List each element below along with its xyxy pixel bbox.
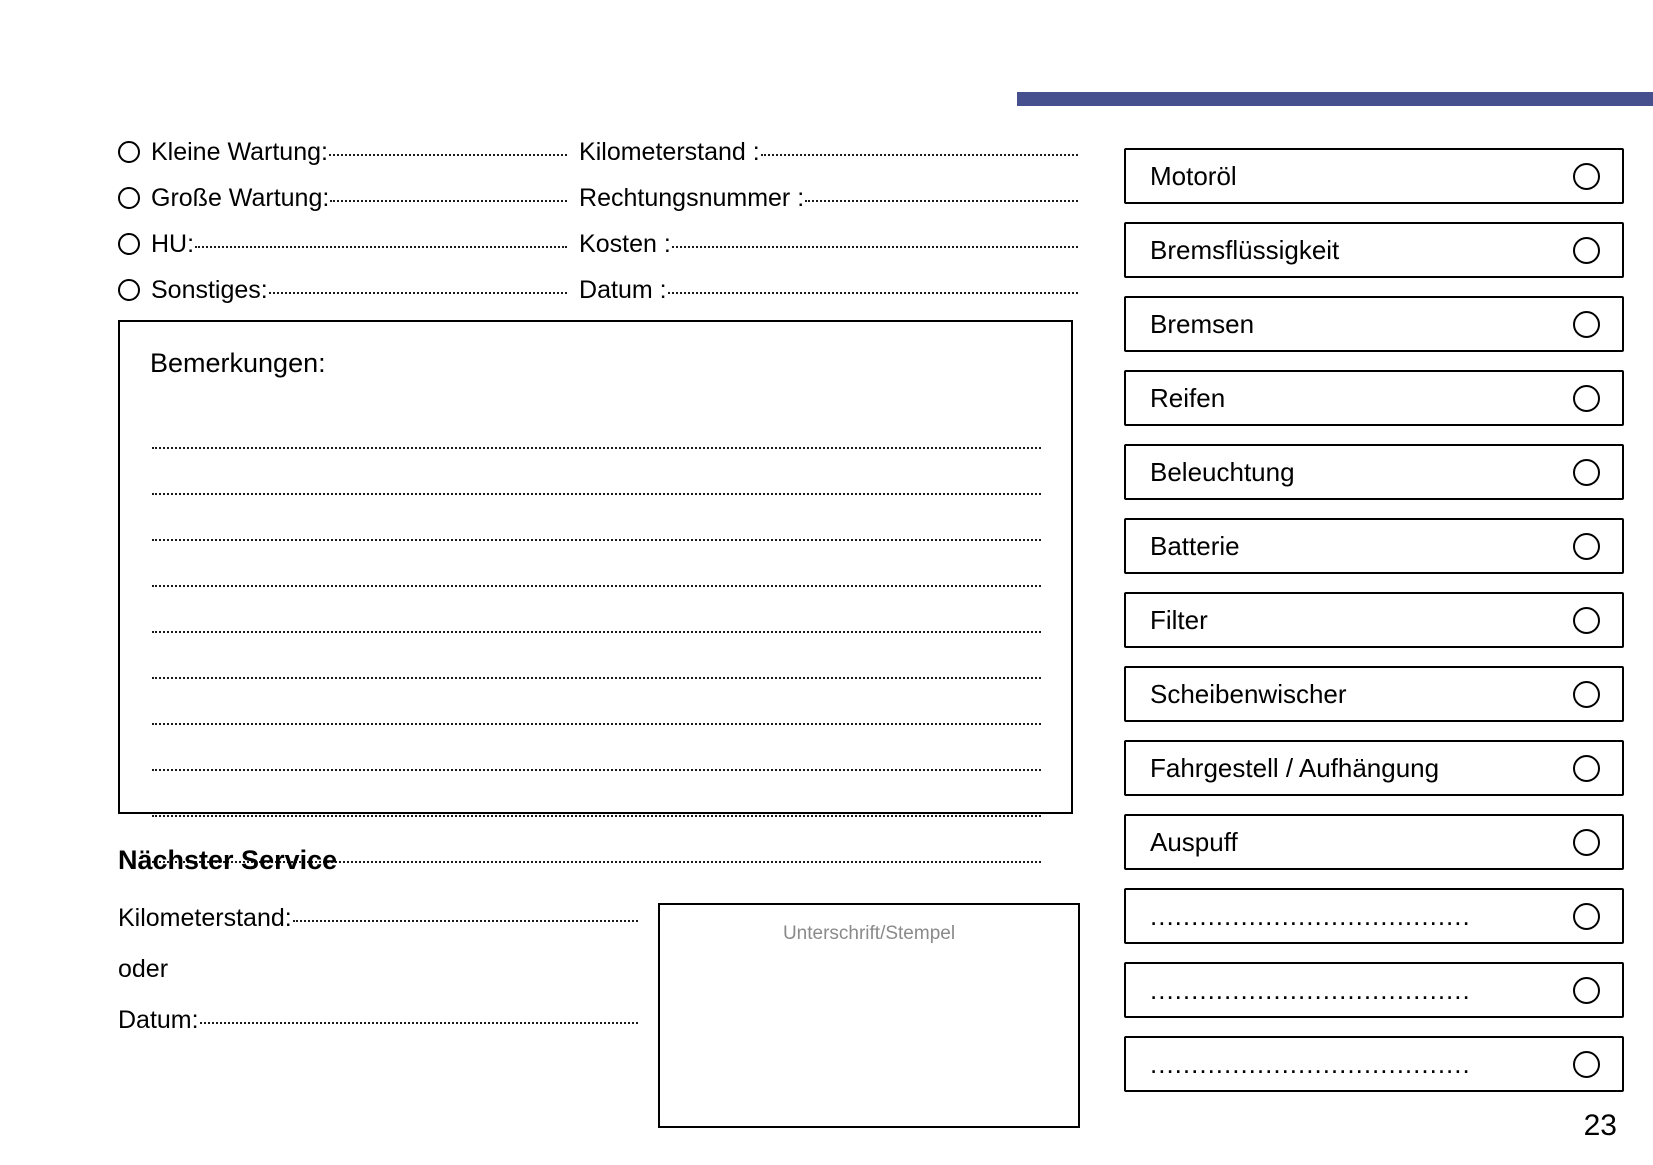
radio-circle-icon[interactable] [1573, 533, 1600, 560]
service-row [118, 138, 1078, 184]
checklist-item-scheibenwischer[interactable] [1124, 666, 1624, 722]
service-row [118, 230, 1078, 276]
radio-circle-icon[interactable] [118, 233, 140, 255]
checklist-item-label: ....................................... [1150, 900, 1471, 931]
checklist-item-blank-1[interactable] [1124, 888, 1624, 944]
remarks-box[interactable] [118, 320, 1073, 814]
remarks-title: Bemerkungen: [150, 348, 326, 378]
checklist-item-batterie[interactable] [1124, 518, 1624, 574]
checklist-item-label: Batterie [1150, 530, 1240, 561]
service-detail-datum[interactable] [579, 276, 1078, 305]
next-service-mileage-row[interactable] [118, 904, 638, 933]
remarks-line[interactable] [152, 633, 1041, 679]
checklist-item-label: Bremsen [1150, 308, 1255, 339]
checklist-item-label: Beleuchtung [1150, 456, 1295, 487]
service-detail-label: Datum : [579, 276, 667, 304]
checklist-item-label: ....................................... [1150, 1048, 1471, 1079]
fill-in-line[interactable] [668, 292, 1078, 294]
radio-circle-icon[interactable] [118, 279, 140, 301]
checklist-item-label: ....................................... [1150, 974, 1471, 1005]
remarks-lines[interactable] [152, 403, 1041, 863]
remarks-line[interactable] [152, 541, 1041, 587]
checklist-item-bremsfluessigkeit[interactable] [1124, 222, 1624, 278]
next-service-date-label: Datum: [118, 1006, 199, 1034]
service-detail-rechnungsnummer[interactable] [579, 184, 1078, 213]
checklist-item-beleuchtung[interactable] [1124, 444, 1624, 500]
service-type-option-grosse-wartung[interactable] [118, 184, 567, 213]
checklist-item-filter[interactable] [1124, 592, 1624, 648]
service-row [118, 184, 1078, 230]
radio-circle-icon[interactable] [1573, 163, 1600, 190]
inspection-checklist [1124, 148, 1624, 1110]
service-type-label: HU: [151, 230, 195, 258]
remarks-line[interactable] [152, 587, 1041, 633]
fill-in-line[interactable] [672, 246, 1078, 248]
radio-circle-icon[interactable] [1573, 755, 1600, 782]
radio-circle-icon[interactable] [1573, 681, 1600, 708]
fill-in-line[interactable] [761, 154, 1078, 156]
next-service-or-label: oder [118, 955, 169, 983]
radio-circle-icon[interactable] [1573, 385, 1600, 412]
signature-stamp-box[interactable] [658, 903, 1080, 1128]
service-detail-label: Kosten : [579, 230, 671, 258]
service-type-option-sonstiges[interactable] [118, 276, 567, 305]
remarks-line[interactable] [152, 725, 1041, 771]
service-type-label: Große Wartung: [151, 184, 330, 212]
checklist-item-label: Scheibenwischer [1150, 678, 1347, 709]
checklist-item-fahrgestell-aufhaengung[interactable] [1124, 740, 1624, 796]
checklist-item-blank-2[interactable] [1124, 962, 1624, 1018]
remarks-line[interactable] [152, 403, 1041, 449]
fill-in-line[interactable] [269, 292, 567, 294]
page-number: 23 [1583, 1109, 1617, 1142]
service-type-option-hu[interactable] [118, 230, 567, 259]
signature-stamp-label: Unterschrift/Stempel [782, 923, 956, 944]
radio-circle-icon[interactable] [1573, 237, 1600, 264]
header-accent-bar [1017, 92, 1653, 106]
checklist-item-reifen[interactable] [1124, 370, 1624, 426]
checklist-item-motoroel[interactable] [1124, 148, 1624, 204]
fill-in-line[interactable] [195, 246, 567, 248]
fill-in-line[interactable] [330, 200, 567, 202]
fill-in-line[interactable] [200, 1022, 638, 1024]
radio-circle-icon[interactable] [1573, 311, 1600, 338]
service-detail-label: Kilometerstand : [579, 138, 760, 166]
checklist-item-bremsen[interactable] [1124, 296, 1624, 352]
remarks-line[interactable] [152, 495, 1041, 541]
checklist-item-auspuff[interactable] [1124, 814, 1624, 870]
radio-circle-icon[interactable] [118, 141, 140, 163]
checklist-item-label: Auspuff [1150, 826, 1238, 857]
service-detail-kilometerstand[interactable] [579, 138, 1078, 167]
next-service-date-row[interactable] [118, 1006, 638, 1035]
fill-in-line[interactable] [805, 200, 1078, 202]
service-row [118, 276, 1078, 322]
checklist-item-blank-3[interactable] [1124, 1036, 1624, 1092]
next-service-section [118, 845, 638, 1057]
checklist-item-label: Reifen [1150, 382, 1226, 413]
checklist-item-label: Motoröl [1150, 160, 1237, 191]
remarks-line[interactable] [152, 449, 1041, 495]
service-detail-label: Rechtungsnummer : [579, 184, 805, 212]
radio-circle-icon[interactable] [1573, 829, 1600, 856]
remarks-line[interactable] [152, 679, 1041, 725]
service-type-option-kleine-wartung[interactable] [118, 138, 567, 167]
service-type-label: Sonstiges: [151, 276, 268, 304]
radio-circle-icon[interactable] [1573, 459, 1600, 486]
service-type-label: Kleine Wartung: [151, 138, 328, 166]
radio-circle-icon[interactable] [1573, 607, 1600, 634]
fill-in-line[interactable] [329, 154, 567, 156]
radio-circle-icon[interactable] [1573, 903, 1600, 930]
checklist-item-label: Bremsflüssigkeit [1150, 234, 1340, 265]
next-service-mileage-label: Kilometerstand: [118, 904, 292, 932]
checklist-item-label: Filter [1150, 604, 1208, 635]
remarks-line[interactable] [152, 771, 1041, 817]
fill-in-line[interactable] [293, 920, 638, 922]
checklist-item-label: Fahrgestell / Aufhängung [1150, 752, 1440, 783]
radio-circle-icon[interactable] [1573, 1051, 1600, 1078]
service-detail-kosten[interactable] [579, 230, 1078, 259]
next-service-title: Nächster Service [118, 845, 338, 875]
service-type-rows [118, 138, 1078, 314]
service-header-section [118, 138, 1078, 314]
radio-circle-icon[interactable] [118, 187, 140, 209]
radio-circle-icon[interactable] [1573, 977, 1600, 1004]
